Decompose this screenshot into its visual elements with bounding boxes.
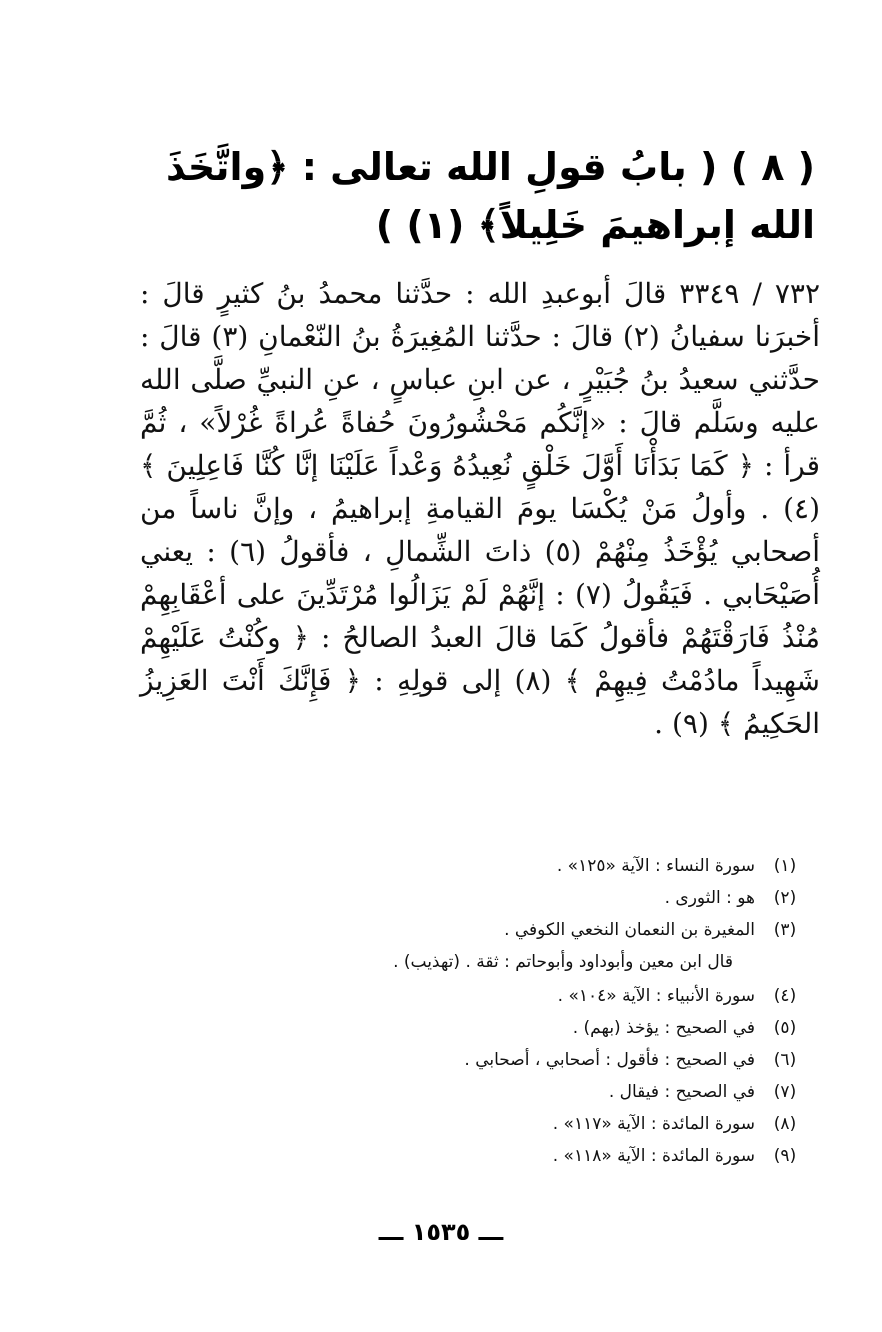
footnote-number: (٧)	[773, 1082, 797, 1102]
footnote-number: (٦)	[773, 1050, 797, 1070]
footnote-4	[160, 986, 815, 1018]
footnote-5	[160, 1018, 815, 1050]
page-number: ـــ ١٥٣٥ ـــ	[378, 1218, 504, 1246]
footnote-9	[160, 1146, 815, 1178]
footnote-text: هو : الثورى .	[664, 888, 755, 908]
footnote-text: في الصحيح : فأقول : أصحابي ، أصحابي .	[464, 1050, 755, 1070]
footnote-text: سورة النساء : الآية «١٢٥» .	[556, 856, 755, 876]
footnote-6	[160, 1050, 815, 1082]
footnote-7	[160, 1082, 815, 1114]
footnote-number: (٢)	[773, 888, 797, 908]
footnote-number: (٤)	[773, 986, 797, 1006]
footnote-number: (٩)	[773, 1146, 797, 1166]
footnote-number: (٨)	[773, 1114, 797, 1134]
footnote-2	[160, 888, 815, 920]
footnote-number: (١)	[773, 856, 797, 876]
footnote-text: سورة الأنبياء : الآية «١٠٤» .	[557, 986, 755, 1006]
footnote-3-continuation: قال ابن معين وأبوداود وأبوحاتم : ثقة . (تهذيب) .	[393, 952, 733, 972]
footnote-text: في الصحيح : فيقال .	[608, 1082, 755, 1102]
footnote-3	[160, 920, 815, 952]
footnote-1	[160, 856, 815, 888]
hadith-text: ٧٣٢ / ٣٣٤٩ قالَ أبوعبدِ الله : حدَّثنا محمدُ بنُ كثيرٍ قالَ : أخبرَنا سفيانُ (٢) قالَ : حدَّثنا المُغِيرَةُ بنُ النّعْمانِ (٣) قالَ : حدَّثني سعيدُ بنُ جُبَيْرٍ ، عن ابنِ عباسٍ ، عنِ النبيِّ صلَّى الله عليه وسَلَّم قالَ : «إنَّكُم مَحْشُورُونَ حُفاةً عُراةً غُرْلاً» ، ثُمَّ قرأ : ﴿ كَمَا بَدَأْنَا أَوَّلَ خَلْقٍ نُعِيدُهُ وَعْداً عَلَيْنَا إنَّا كُنَّا فَاعِلِينَ ﴾ (٤) . وأولُ مَنْ يُكْسَا يومَ القيامةِ إبراهيمُ ، وإنَّ ناساً من أصحابي يُؤْخَذُ مِنْهُمْ (٥) ذاتَ الشِّمالِ ، فأقولُ (٦) : يعني أُصَيْحَابي . فَيَقُولُ (٧) : إنَّهُمْ لَمْ يَزَالُوا مُرْتَدِّينَ على أعْقَابِهِمْ مُنْذُ فَارَقْتَهُمْ فأقولُ كَمَا قالَ العبدُ الصالحُ : ﴿ وكُنْتُ عَلَيْهِمْ شَهِيداً مادُمْتُ فِيهِمْ ﴾ (٨) إلى قولِهِ : ﴿ فَإِنَّكَ أَنْتَ العَزِيزُ الحَكِيمُ ﴾ (٩) .	[140, 277, 821, 740]
footnote-8	[160, 1114, 815, 1146]
footnote-number: (٣)	[773, 920, 797, 940]
footnote-number: (٥)	[773, 1018, 797, 1038]
footnote-text: سورة المائدة : الآية «١١٨» .	[552, 1146, 755, 1166]
footnote-text: في الصحيح : يؤخذ (بهم) .	[572, 1018, 755, 1038]
chapter-heading: ( ٨ ) ( بابُ قولِ الله تعالى : ﴿واتَّخَذَ الله إبراهيمَ خَلِيلاً﴾ (١) )	[165, 145, 815, 247]
footnote-text: سورة المائدة : الآية «١١٧» .	[552, 1114, 755, 1134]
footnote-text: المغيرة بن النعمان النخعي الكوفي .	[504, 920, 755, 940]
footnotes	[160, 856, 815, 1178]
